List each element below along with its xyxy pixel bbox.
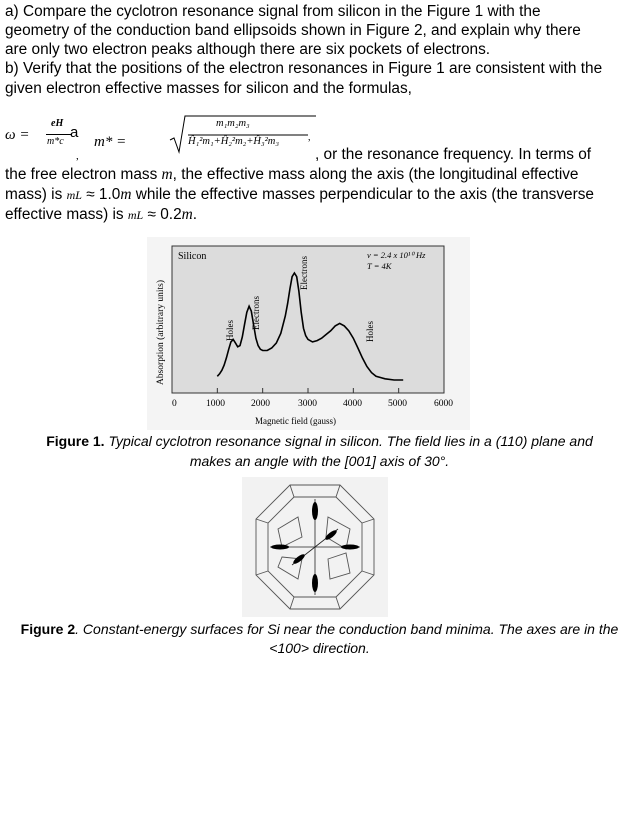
continuation-line-2: the free electron mass m, the effective mass along the axis (the longitudinal effective (5, 166, 579, 183)
mstar-comma: , (308, 132, 311, 143)
x-tick-1000: 1000 (206, 399, 225, 409)
peak-label-holes-1: Holes (225, 320, 235, 341)
mstar-lhs: m* = (94, 134, 127, 150)
figure-2 (242, 477, 388, 617)
temperature-label: T = 4K (367, 261, 392, 271)
peak-label-electrons-2: Electrons (299, 256, 309, 290)
continuation-line-3: mass) is mL ≈ 1.0m while the effective masses perpendicular to the axis (the transverse (5, 186, 594, 203)
y-axis-label: Absorption (arbitrary units) (156, 279, 166, 385)
stray-comma: , (76, 150, 79, 162)
figure-2-caption-line-2: <100> direction. (269, 640, 370, 656)
peak-label-electrons-1: Electrons (251, 296, 261, 330)
part-b-line-2: given electron effective masses for silicon and the formulas, (5, 80, 412, 97)
peak-label-holes-2: Holes (365, 321, 375, 342)
continuation-line-1: , or the resonance frequency. In terms of (315, 146, 592, 163)
figure-1 (147, 237, 470, 430)
x-tick-4000: 4000 (343, 399, 362, 409)
figure-1-caption-line-1: Figure 1. Typical cyclotron resonance signal in silicon. The field lies in a (110) plane and (46, 433, 593, 449)
chart-title-silicon: Silicon (178, 251, 207, 262)
x-tick-2000: 2000 (251, 399, 270, 409)
x-tick-6000: 6000 (434, 399, 453, 409)
x-axis-label: Magnetic field (gauss) (255, 416, 336, 426)
x-tick-0: 0 (172, 399, 177, 409)
omega-numerator: eH (51, 118, 64, 129)
mstar-formula (168, 112, 318, 154)
brillouin-zone-diagram (242, 477, 388, 617)
omega-lhs: ω = (5, 127, 30, 143)
figure-2-caption-line-1: Figure 2. Constant-energy surfaces for Si near the conduction band minima. The axes are in the (20, 621, 619, 637)
frequency-label: ν = 2.4 x 10¹⁰ Hz (367, 250, 426, 260)
omega-denominator: m*c (47, 136, 64, 147)
part-a-line-3: are only two electron peaks although there are six pockets of electrons. (5, 41, 491, 58)
x-tick-5000: 5000 (388, 399, 407, 409)
x-tick-3000: 3000 (298, 399, 317, 409)
part-a-line-1: a) Compare the cyclotron resonance signal from silicon in the Figure 1 with the (5, 3, 541, 20)
formula-connector: a (70, 124, 79, 141)
part-a-line-2: geometry of the conduction band ellipsoids shown in Figure 2, and explain why there (5, 22, 581, 39)
mstar-denominator: Ĥ₁²m₁+Ĥ₂²m₂+Ĥ₃²m₃ (188, 136, 280, 147)
continuation-line-4: effective mass) is mL ≈ 0.2m. (5, 206, 198, 223)
omega-fraction-bar (46, 134, 72, 135)
figure-1-caption-line-2: makes an angle with the [001] axis of 30°. (189, 453, 450, 469)
part-b-line-1: b) Verify that the positions of the electron resonances in Figure 1 are consistent with the (5, 60, 603, 77)
mstar-numerator: m₁m₂m₃ (216, 118, 250, 129)
